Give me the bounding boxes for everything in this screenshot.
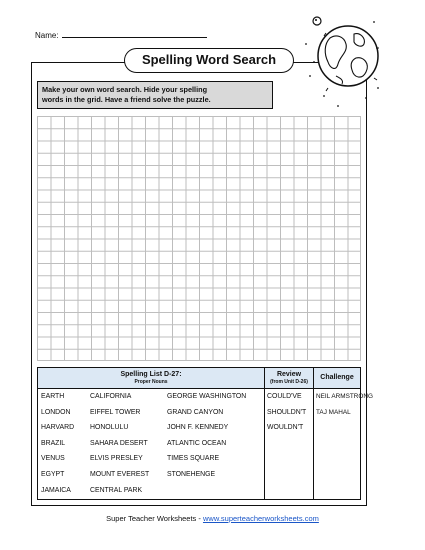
list-item: HONOLULU	[90, 424, 129, 432]
challenge-column	[316, 389, 373, 420]
list-item: EARTH	[41, 393, 65, 400]
list-item: VENUS	[41, 455, 65, 463]
review-header	[265, 368, 313, 388]
spelling-column-3	[167, 389, 246, 483]
list-item: EIFFEL TOWER	[90, 408, 141, 416]
list-item: WOULDN'T	[267, 424, 304, 432]
column-divider	[264, 368, 265, 499]
spelling-list-header	[38, 368, 264, 388]
list-item: JOHN F. KENNEDY	[167, 424, 229, 432]
list-item: SAHARA DESERT	[90, 439, 148, 447]
list-item: JAMAICA	[41, 486, 71, 494]
list-item: GRAND CANYON	[167, 408, 224, 416]
review-title: Review	[276, 371, 302, 378]
challenge-title: Challenge	[320, 374, 354, 381]
list-item: HARVARD	[41, 424, 75, 432]
footer-link[interactable]: www.superteacherworksheets.com	[202, 514, 319, 523]
list-item: CENTRAL PARK	[90, 486, 143, 494]
name-field-row	[35, 29, 207, 40]
list-item: CALIFORNIA	[90, 393, 132, 400]
earth-illustration-icon	[300, 14, 380, 114]
list-item: MOUNT EVEREST	[90, 470, 150, 478]
spelling-list-subtitle: Proper Nouns	[134, 379, 168, 385]
spelling-list-table	[37, 367, 373, 500]
challenge-header	[314, 368, 360, 388]
instructions-line-1: Make your own word search. Hide your spelling	[42, 85, 208, 94]
list-item: ELVIS PRESLEY	[90, 455, 143, 463]
spelling-column-1	[41, 389, 74, 498]
list-item: COULD'VE	[267, 393, 302, 400]
spelling-list-title: Spelling List D-27:	[120, 371, 182, 378]
review-column	[267, 389, 306, 436]
list-item: TAJ MAHAL	[316, 408, 351, 416]
page-title: Spelling Word Search	[124, 48, 294, 73]
list-item: SHOULDN'T	[267, 408, 307, 416]
list-item: ATLANTIC OCEAN	[167, 439, 227, 447]
instructions-box	[37, 81, 273, 109]
name-line	[62, 29, 207, 38]
column-divider	[313, 368, 314, 499]
spelling-column-2	[90, 389, 149, 498]
instructions-line-2: words in the grid. Have a friend solve the puzzle.	[42, 95, 211, 104]
list-item: LONDON	[41, 408, 71, 416]
list-item: NEIL ARMSTRONG	[316, 393, 373, 400]
word-search-grid[interactable]	[37, 116, 361, 361]
footer	[0, 514, 425, 523]
list-item: EGYPT	[41, 470, 65, 478]
table-header	[38, 368, 360, 389]
list-item: STONEHENGE	[167, 470, 216, 478]
list-item: TIMES SQUARE	[167, 455, 220, 463]
list-item: GEORGE WASHINGTON	[167, 393, 247, 400]
list-item: BRAZIL	[41, 439, 66, 447]
review-subtitle: (from Unit D-26)	[270, 379, 308, 385]
name-label: Name:	[35, 31, 59, 40]
footer-brand: Super Teacher Worksheets -	[106, 514, 203, 523]
